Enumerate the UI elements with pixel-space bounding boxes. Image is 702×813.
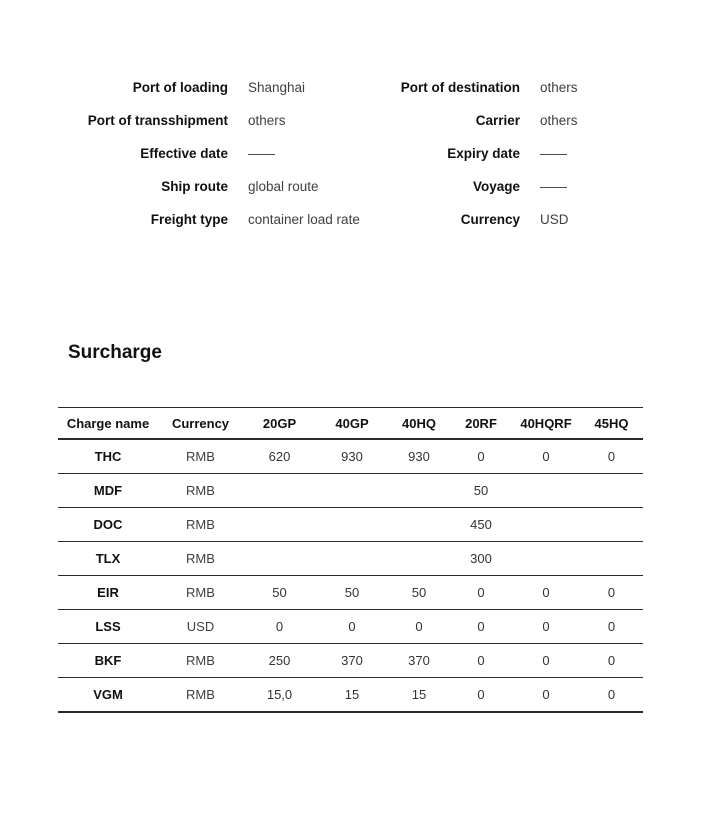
- field-label: Carrier: [475, 113, 520, 128]
- table-row-mdf: [58, 474, 643, 508]
- currency-cell: RMB: [158, 474, 243, 508]
- field-value: USD: [540, 212, 569, 227]
- rate-cell: [316, 542, 388, 576]
- rate-cell: 15: [388, 678, 450, 713]
- surcharge-table: [58, 407, 643, 713]
- field-value: others: [540, 113, 578, 128]
- field-carrier: [380, 111, 702, 131]
- rate-cell: 0: [512, 576, 580, 610]
- column-header-20gp: 20GP: [243, 408, 316, 440]
- rate-cell: [243, 474, 316, 508]
- field-label: Port of loading: [132, 80, 228, 95]
- field-value: others: [540, 80, 578, 95]
- rate-cell: [512, 508, 580, 542]
- field-label: Voyage: [472, 179, 520, 194]
- field-label: Expiry date: [447, 146, 520, 161]
- field-effective-date: [40, 144, 380, 164]
- field-label: Ship route: [161, 179, 228, 194]
- charge-name-cell: VGM: [58, 678, 158, 713]
- field-label: Currency: [460, 212, 520, 227]
- rate-cell: 0: [512, 439, 580, 474]
- rate-cell: 450: [450, 508, 512, 542]
- rate-cell: 50: [243, 576, 316, 610]
- currency-cell: RMB: [158, 508, 243, 542]
- column-header-45hq: 45HQ: [580, 408, 643, 440]
- rate-cell: [388, 542, 450, 576]
- rate-cell: 15: [316, 678, 388, 713]
- field-value: ——: [540, 146, 567, 161]
- rate-cell: [512, 474, 580, 508]
- charge-name-cell: DOC: [58, 508, 158, 542]
- field-voyage: [380, 177, 702, 197]
- field-freight-type: [40, 210, 380, 230]
- table-row-bkf: [58, 644, 643, 678]
- charge-name-cell: TLX: [58, 542, 158, 576]
- rate-cell: [580, 542, 643, 576]
- currency-cell: RMB: [158, 644, 243, 678]
- rate-cell: 15,0: [243, 678, 316, 713]
- rate-cell: 0: [580, 678, 643, 713]
- charge-name-cell: BKF: [58, 644, 158, 678]
- rate-cell: 250: [243, 644, 316, 678]
- field-value: ——: [248, 146, 275, 161]
- table-row-lss: [58, 610, 643, 644]
- field-expiry-date: [380, 144, 702, 164]
- column-header-charge-name: Charge name: [58, 408, 158, 440]
- rate-cell: 0: [512, 678, 580, 713]
- rate-cell: 0: [316, 610, 388, 644]
- table-row-thc: [58, 439, 643, 474]
- rate-cell: 0: [580, 439, 643, 474]
- field-port-of-destination: [380, 78, 702, 98]
- table-row-tlx: [58, 542, 643, 576]
- rate-cell: [580, 508, 643, 542]
- field-value: ——: [540, 179, 567, 194]
- rate-cell: [388, 508, 450, 542]
- rate-cell: 930: [316, 439, 388, 474]
- charge-name-cell: EIR: [58, 576, 158, 610]
- rate-cell: 370: [388, 644, 450, 678]
- header-info-section: [40, 78, 702, 243]
- charge-name-cell: MDF: [58, 474, 158, 508]
- field-label: Port of destination: [400, 80, 520, 95]
- field-port-of-loading: [40, 78, 380, 98]
- table-row-eir: [58, 576, 643, 610]
- rate-cell: 0: [580, 610, 643, 644]
- column-header-20rf: 20RF: [450, 408, 512, 440]
- rate-cell: [316, 508, 388, 542]
- rate-cell: [580, 474, 643, 508]
- rate-cell: 0: [388, 610, 450, 644]
- table-row-doc: [58, 508, 643, 542]
- rate-cell: [243, 542, 316, 576]
- table-row-vgm: [58, 678, 643, 713]
- column-header-currency: Currency: [158, 408, 243, 440]
- rate-cell: 0: [580, 576, 643, 610]
- rate-cell: 0: [450, 644, 512, 678]
- rate-cell: 0: [450, 678, 512, 713]
- charge-name-cell: LSS: [58, 610, 158, 644]
- field-value: global route: [248, 179, 319, 194]
- currency-cell: USD: [158, 610, 243, 644]
- rate-cell: 620: [243, 439, 316, 474]
- field-label: Port of transshipment: [87, 113, 228, 128]
- table-header-row: [58, 408, 643, 440]
- rate-cell: [243, 508, 316, 542]
- rate-cell: 50: [388, 576, 450, 610]
- rate-cell: 50: [450, 474, 512, 508]
- field-value: container load rate: [248, 212, 360, 227]
- rate-cell: 0: [450, 439, 512, 474]
- field-label: Effective date: [140, 146, 228, 161]
- currency-cell: RMB: [158, 576, 243, 610]
- rate-cell: 930: [388, 439, 450, 474]
- field-currency: [380, 210, 702, 230]
- currency-cell: RMB: [158, 678, 243, 713]
- rate-cell: 300: [450, 542, 512, 576]
- rate-cell: 0: [580, 644, 643, 678]
- rate-cell: 370: [316, 644, 388, 678]
- rate-cell: 0: [243, 610, 316, 644]
- field-ship-route: [40, 177, 380, 197]
- charge-name-cell: THC: [58, 439, 158, 474]
- rate-cell: 0: [450, 576, 512, 610]
- rate-cell: [512, 542, 580, 576]
- column-header-40gp: 40GP: [316, 408, 388, 440]
- currency-cell: RMB: [158, 542, 243, 576]
- column-header-40hq: 40HQ: [388, 408, 450, 440]
- currency-cell: RMB: [158, 439, 243, 474]
- info-column-right: [380, 78, 702, 243]
- rate-cell: 0: [512, 610, 580, 644]
- info-column-left: [40, 78, 380, 243]
- rate-cell: 0: [450, 610, 512, 644]
- rate-cell: [388, 474, 450, 508]
- rate-cell: [316, 474, 388, 508]
- column-header-40hqrf: 40HQRF: [512, 408, 580, 440]
- field-value: others: [248, 113, 286, 128]
- field-value: Shanghai: [248, 80, 306, 95]
- rate-cell: 50: [316, 576, 388, 610]
- rate-cell: 0: [512, 644, 580, 678]
- field-port-of-transshipment: [40, 111, 380, 131]
- section-title: Surcharge: [68, 342, 162, 363]
- field-label: Freight type: [150, 212, 228, 227]
